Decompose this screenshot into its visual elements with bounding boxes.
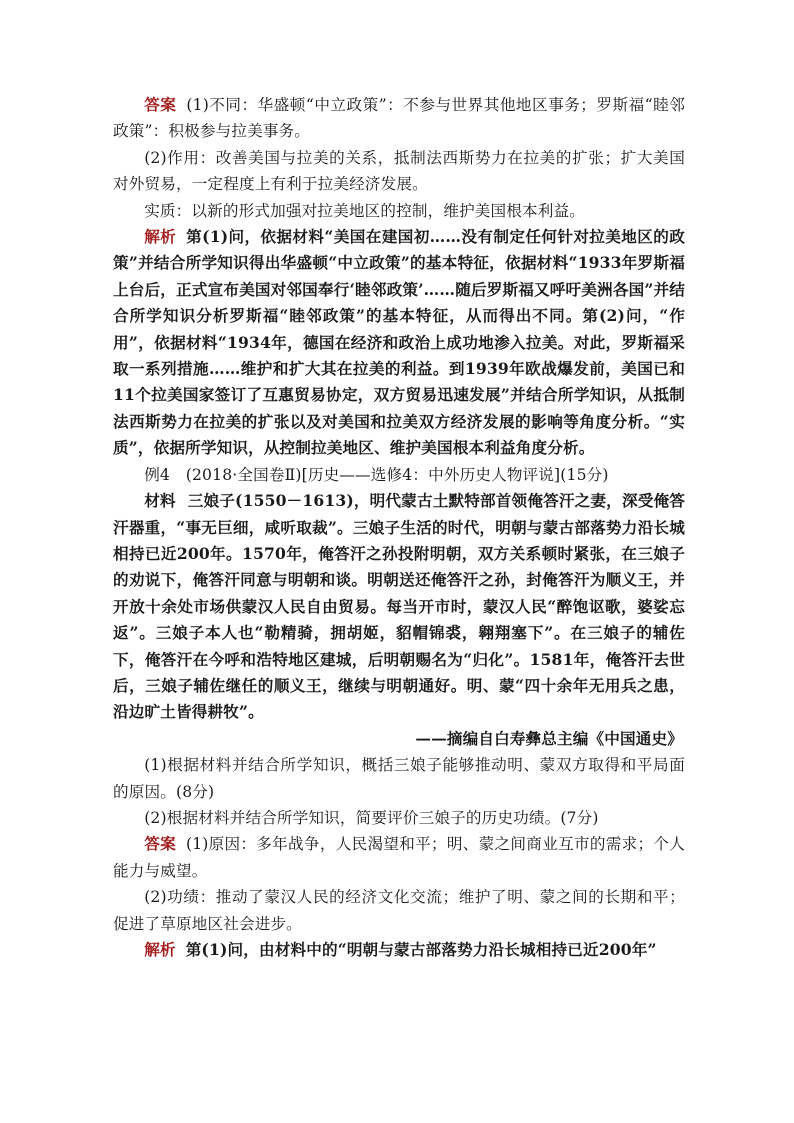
example-4-material	[113, 488, 685, 726]
question-2: (2)根据材料并结合所学知识，简要评价三娘子的历史功绩。(7分)	[144, 808, 599, 827]
analysis-1	[113, 224, 685, 462]
answer-2-part-1	[113, 831, 685, 884]
answer-2-part-2: (2)功绩：推动了蒙汉人民的经济文化交流；维护了明、蒙之间的长期和平；促进了草原地区社会进步。	[113, 888, 685, 933]
answer-1-part-2: (2)作用：改善美国与拉美的关系，抵制法西斯势力在拉美的扩张；扩大美国对外贸易，一定程度上有利于拉美经济发展。	[113, 148, 685, 194]
analysis-label: 解析	[144, 227, 177, 247]
example-4-header: 例4 (2018·全国卷Ⅱ)[历史——选修4：中外历史人物评说](15分)	[144, 465, 609, 484]
analysis-2-text: 第(1)问，由材料中的“明朝与蒙古部落势力沿长城相持已近200年”	[185, 940, 657, 959]
answer-1-essence: 实质：以新的形式加强对拉美地区的控制，维护美国根本利益。	[144, 201, 586, 220]
question-1: (1)根据材料并结合所学知识，概括三娘子能够推动明、蒙双方取得和平局面的原因。(8分)	[113, 756, 685, 801]
analysis-2	[113, 937, 685, 963]
analysis-1-text: 第(1)问，依据材料“美国在建国初……没有制定任何针对拉美地区的政策”并结合所学知识得出华盛顿“中立政策”的基本特征，依据材料“1933年罗斯福上台后，正式宣布美国对邻国奉行‘睦邻政策’……随后罗斯福又呼吁美洲各国”并结合所学知识分析罗斯福“睦邻政策”的基本特征，从而得出不同。第(2)问，“作用”，依据材料“1934年，德国在经济和政治上成功地渗入拉美。对此，罗斯福采取一系列措施……维护和扩大其在拉美的利益。到1939年欧战爆发前，美国已和11个拉美国家签订了互惠贸易协定，双方贸易迅速发展”并结合所学知识，从抵制法西斯势力在拉美的扩张以及对美国和拉美双方经济发展的影响等角度分析。“实质”，依据所学知识，从控制拉美地区、维护美国根本利益角度分析。	[113, 227, 685, 458]
analysis-label-2: 解析	[144, 940, 176, 959]
answer-label: 答案	[144, 95, 177, 114]
material-source: ——摘编自白寿彝总主编《中国通史》	[415, 728, 683, 748]
material-label: 材料	[144, 491, 176, 511]
answer-1-part-1-text: (1)不同：华盛顿“中立政策”：不参与世界其他地区事务；罗斯福“睦邻政策”：积极参与拉美事务。	[113, 96, 685, 141]
answer-1-part-1	[113, 92, 685, 145]
answer-2-part-1-text: (1)原因：多年战争，人民渴望和平；明、蒙之间商业互市的需求；个人能力与威望。	[113, 835, 685, 880]
material-text: 三娘子(1550－1613)，明代蒙古土默特部首领俺答汗之妻，深受俺答汗器重，“事无巨细，咸听取裁”。三娘子生活的时代，明朝与蒙古部落势力沿长城相持已近200年。1570年，俺答汗之孙投附明朝，双方关系顿时紧张，在三娘子的劝说下，俺答汗同意与明朝和谈。明朝送还俺答汗之孙，封俺答汗为顺义王，并开放十余处市场供蒙汉人民自由贸易。每当开市时，蒙汉人民“醉饱讴歌，婆娑忘返”。三娘子本人也“勒精骑，拥胡姬，貂帽锦裘，翱翔塞下”。在三娘子的辅佐下，俺答汗在今呼和浩特地区建城，后明朝赐名为“归化”。1581年，俺答汗去世后，三娘子辅佐继任的顺义王，继续与明朝通好。明、蒙“四十余年无用兵之患，沿边旷土皆得耕牧”。	[113, 491, 685, 722]
document-page	[113, 92, 685, 963]
answer-label-2: 答案	[144, 834, 176, 854]
